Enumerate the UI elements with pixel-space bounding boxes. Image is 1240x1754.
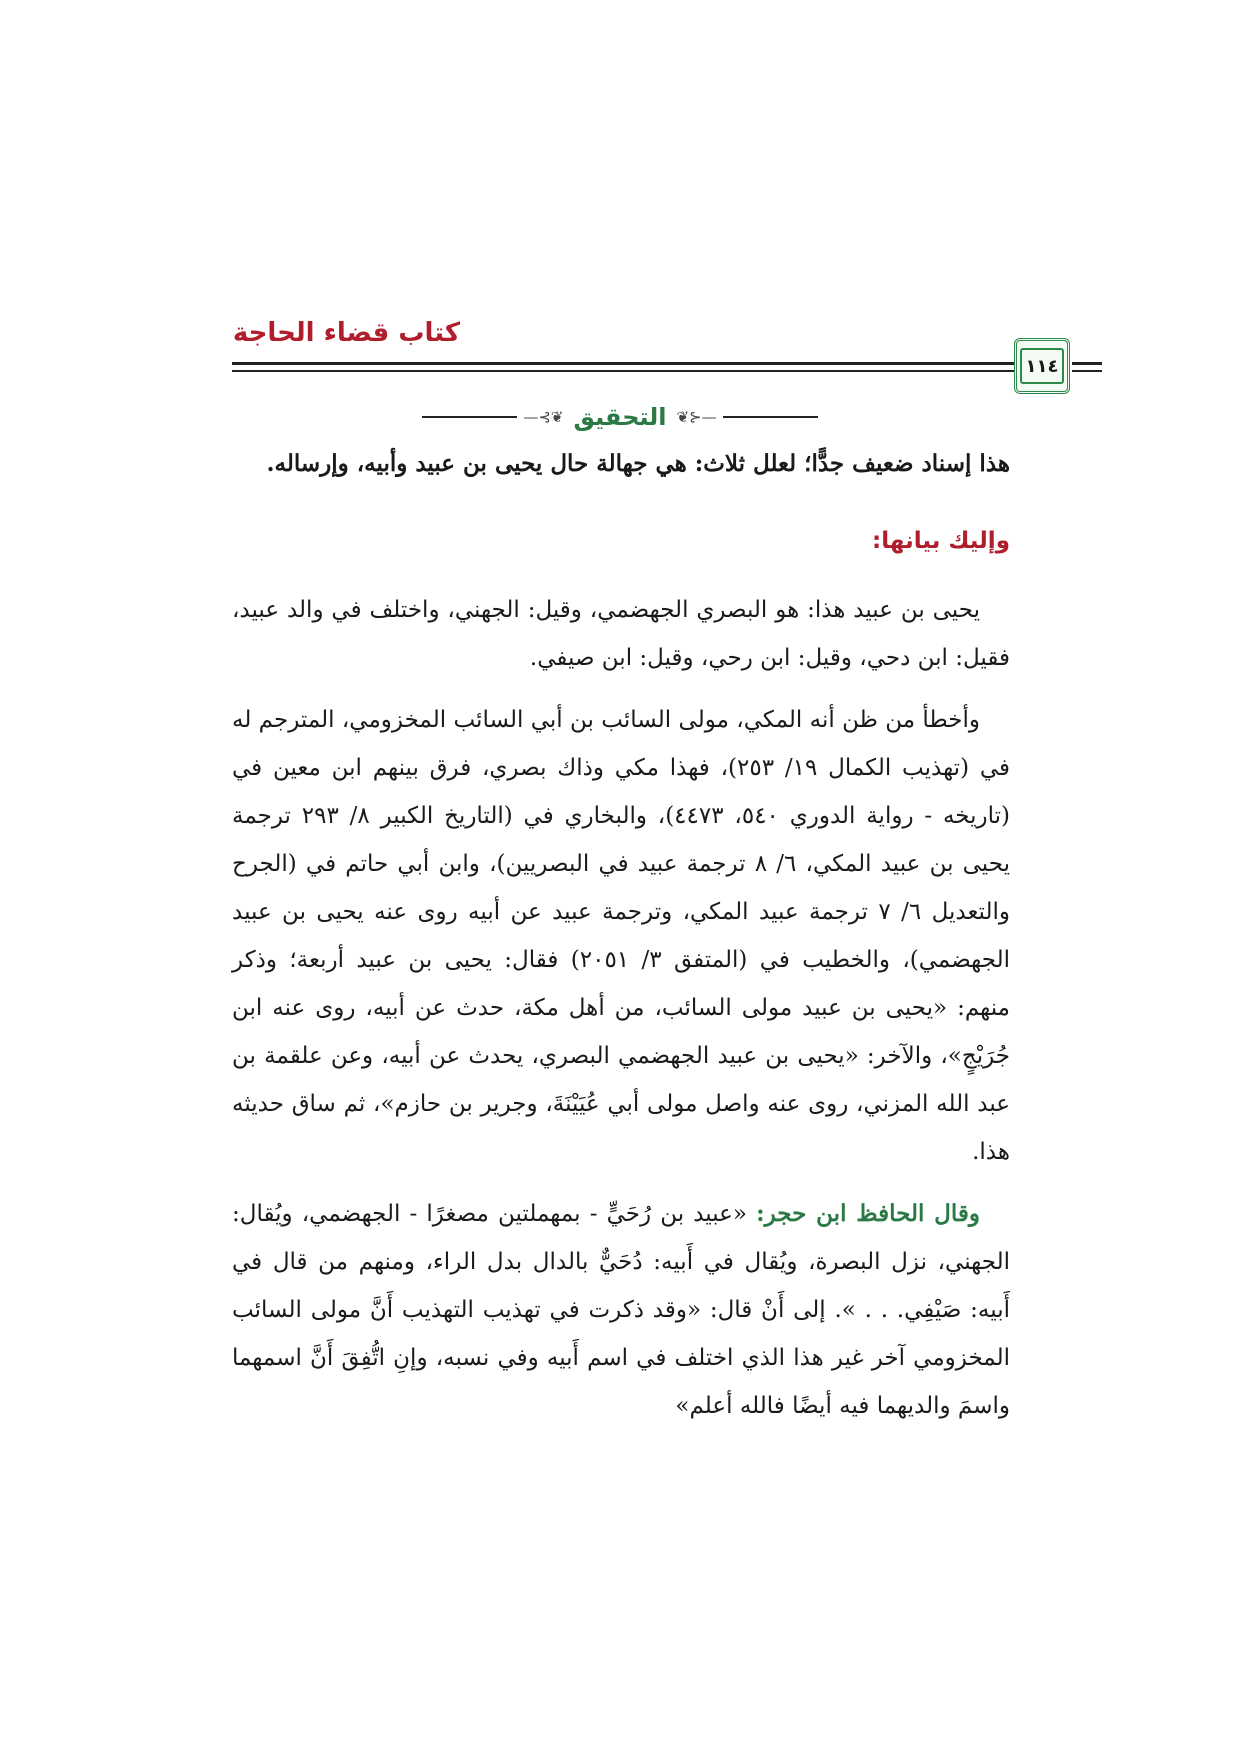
quoted-scholar: وقال الحافظ ابن حجر: xyxy=(756,1200,980,1227)
paragraph-gap xyxy=(232,682,1010,696)
subheading: وإليك بيانها: xyxy=(872,528,1010,554)
ornament-left-icon: ❦⊱— xyxy=(523,408,564,426)
ornament-line-left xyxy=(422,416,517,418)
header-rule-stub-top xyxy=(1072,362,1102,365)
header-rule-stub-bottom xyxy=(1072,370,1102,372)
main-text xyxy=(232,438,1010,1430)
header-rule-bottom xyxy=(232,370,1014,372)
paragraph: وأخطأ من ظن أنه المكي، مولى السائب بن أبي السائب المخزومي، المترجم له في (تهذيب الكمال ١٩/ ٢٥٣)، فهذا مكي وذاك بصري، فرق بينهم ابن معين في (تاريخه - رواية الدوري ٥٤٠، ٤٤٧٣)، والبخاري في (التاريخ الكبير ٨/ ٢٩٣ ترجمة يحيى بن عبيد المكي، ٦/ ٨ ترجمة عبيد في البصريين)، وابن أبي حاتم في (الجرح والتعديل ٦/ ٧ ترجمة عبيد المكي، وترجمة عبيد عن أبيه روى عنه يحيى بن عبيد الجهضمي)، والخطيب في (المتفق ٣/ ٢٠٥١) فقال: يحيى بن عبيد أربعة؛ وذكر منهم: «يحيى بن عبيد مولى السائب، من أهل مكة، حدث عن أبيه، روى عنه ابن جُرَيْجٍ»، والآخر: «يحيى بن عبيد الجهضمي البصري، يحدث عن أبيه، وعن علقمة بن عبد الله المزني، روى عنه واصل مولى أبي عُيَيْنَةَ، وجرير بن حازم»، ثم ساق حديثه هذا. xyxy=(232,707,1011,1165)
ornament-right-icon: —⊰❦ xyxy=(676,408,717,426)
paragraph: يحيى بن عبيد هذا: هو البصري الجهضمي، وقيل: الجهني، واختلف في والد عبيد، فقيل: ابن دحي، وقيل: ابن رحي، وقيل: ابن صيفي. xyxy=(232,597,1010,671)
page-number-frame xyxy=(1014,338,1070,394)
paragraph-gap xyxy=(232,1176,1010,1190)
page-number: ١١٤ xyxy=(1020,348,1064,384)
section-title: التحقيق xyxy=(573,403,667,431)
quotation-text: «عبيد بن رُحَيٍّ - بمهملتين مصغرًا - الجهضمي، ويُقال: الجهني، نزل البصرة، ويُقال في أَبيه: دُحَيٌّ بالدال بدل الراء، ومنهم من قال في أَبيه: صَيْفِي. . . ». إلى أَنْ قال: «وقد ذكرت في تهذيب التهذيب أَنَّ مولى السائب المخزومي آخر غير هذا الذي اختلف في اسم أَبيه وفي نسبه، وإنِ اتُّفِقَ أَنَّ اسمهما واسمَ والديهما فيه أيضًا فالله أعلم» xyxy=(232,1201,1010,1419)
lead-statement: هذا إسناد ضعيف جدًّا؛ لعلل ثلاث: هي جهالة حال يحيى بن عبيد وأبيه، وإرساله. xyxy=(266,450,1010,477)
section-heading xyxy=(0,403,1240,431)
running-header-title: كتاب قضاء الحاجة xyxy=(232,318,460,348)
header-rule-top xyxy=(232,362,1014,365)
ornament-line-right xyxy=(723,416,818,418)
paragraph xyxy=(232,1190,1010,1430)
